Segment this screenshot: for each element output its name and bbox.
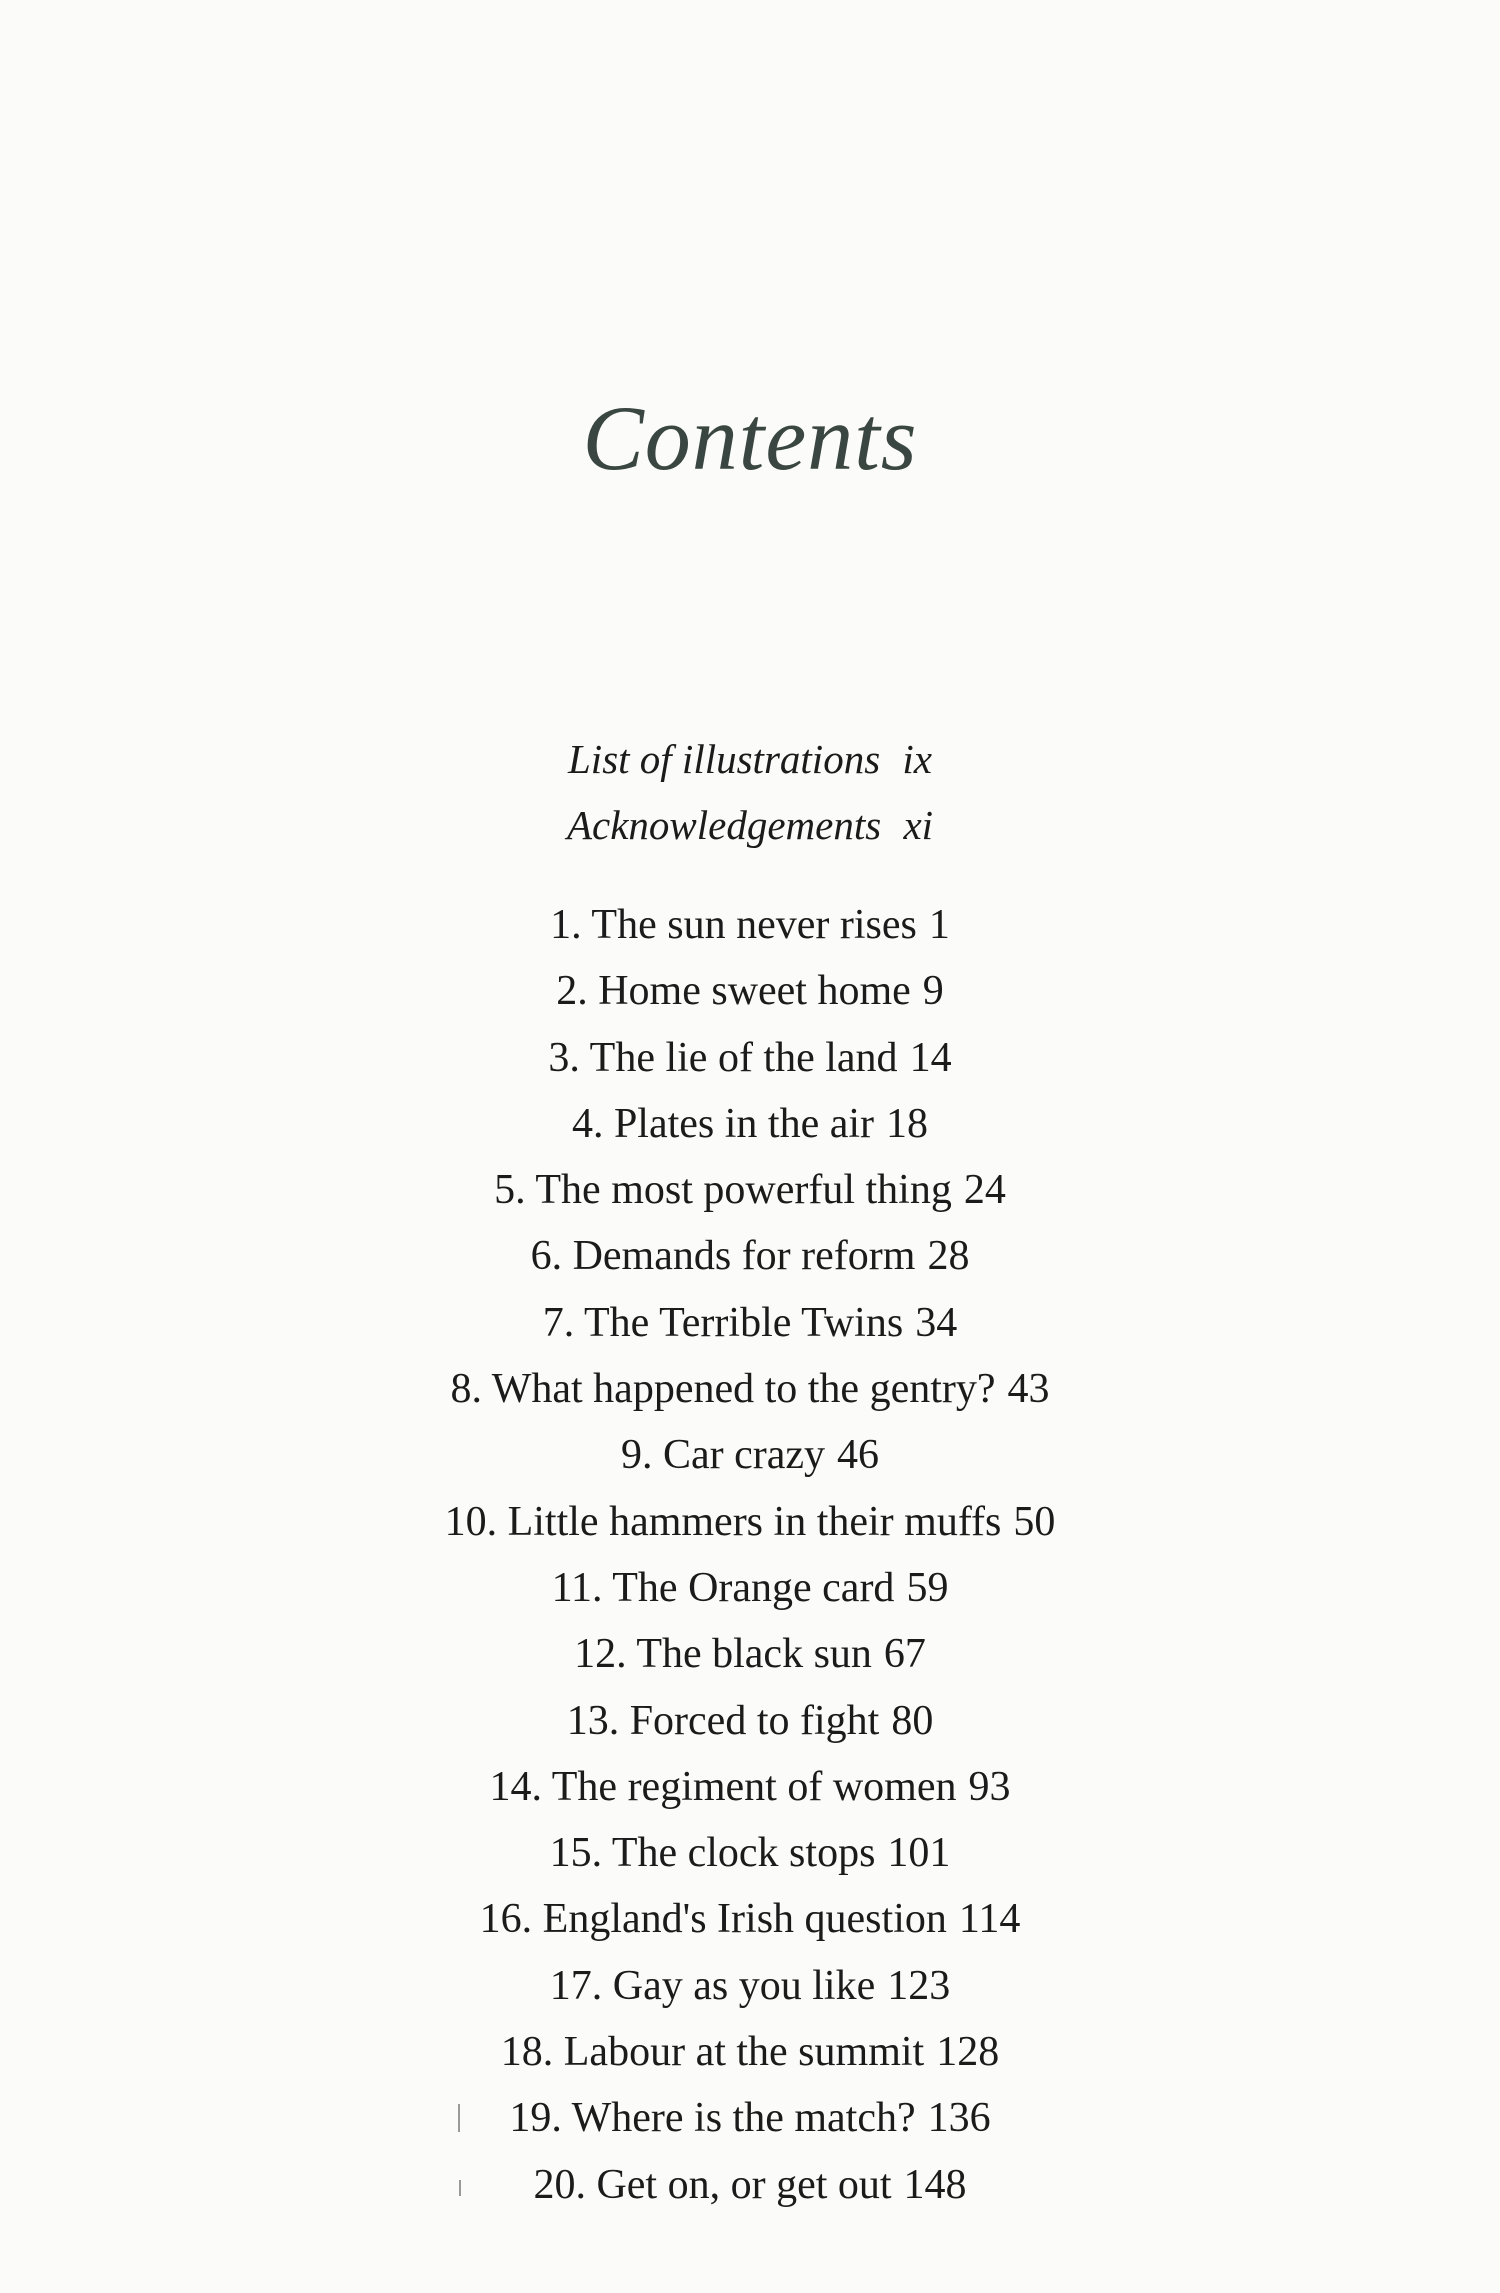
chapter-entry: [0, 1091, 1500, 1157]
chapter-title: Where is the match?: [571, 2095, 916, 2142]
chapter-entry: [0, 1290, 1500, 1356]
chapter-entry: [0, 1953, 1500, 2019]
chapter-page: 24: [963, 1167, 1006, 1214]
chapter-title: Forced to fight: [629, 1697, 880, 1744]
chapter-number: 1.: [550, 902, 582, 948]
prelim-entry: [0, 726, 1500, 792]
chapter-page: 136: [927, 2095, 991, 2142]
chapter-page: 14: [909, 1034, 952, 1081]
chapter-title: What happened to the gentry?: [491, 1366, 996, 1413]
chapter-entry: [0, 1754, 1500, 1820]
prelim-page: ix: [902, 736, 932, 782]
scan-mark: [458, 2104, 460, 2132]
chapter-page: 148: [903, 2161, 967, 2208]
chapter-title: The regiment of women: [551, 1763, 957, 1810]
prelim-title: List of illustrations: [568, 736, 881, 782]
prelims-list: [0, 726, 1500, 858]
chapter-title: Demands for reform: [572, 1233, 916, 1280]
chapter-number: 18.: [500, 2029, 554, 2076]
chapter-page: 128: [936, 2029, 1000, 2076]
chapter-page: 28: [927, 1233, 970, 1280]
chapter-entry: [0, 1886, 1500, 1952]
chapter-title: Gay as you like: [612, 1962, 876, 2009]
chapter-entry: [0, 1157, 1500, 1223]
chapter-number: 6.: [530, 1233, 563, 1280]
chapter-number: 15.: [549, 1830, 603, 1877]
prelim-title: Acknowledgements: [566, 802, 882, 848]
chapter-page: 34: [915, 1299, 958, 1346]
chapter-page: 43: [1007, 1366, 1050, 1413]
chapter-list: [0, 892, 1500, 2218]
chapter-number: 9.: [620, 1432, 653, 1479]
chapter-entry: [0, 1820, 1500, 1886]
chapter-number: 2.: [556, 968, 588, 1015]
chapter-entry: [0, 1621, 1500, 1687]
chapter-number: 17.: [549, 1962, 603, 2009]
chapter-title: Plates in the air: [613, 1100, 875, 1147]
chapter-entry: [0, 1025, 1500, 1091]
chapter-page: 18: [886, 1100, 929, 1147]
chapter-number: 14.: [489, 1763, 543, 1810]
chapter-number: 11.: [551, 1564, 603, 1611]
chapter-title: The most powerful thing: [535, 1167, 952, 1214]
chapter-entry: [0, 1223, 1500, 1289]
chapter-number: 10.: [444, 1498, 498, 1545]
chapter-number: 5.: [494, 1167, 526, 1214]
chapter-title: The sun never rises: [591, 902, 917, 948]
chapter-title: Home sweet home: [598, 968, 911, 1015]
chapter-entry: [0, 1688, 1500, 1754]
chapter-title: Car crazy: [662, 1432, 826, 1479]
chapter-entry: [0, 892, 1500, 958]
chapter-page: 67: [883, 1631, 926, 1678]
chapter-number: 7.: [542, 1299, 575, 1346]
chapter-page: 59: [906, 1564, 949, 1611]
chapter-page: 50: [1013, 1498, 1056, 1545]
chapter-entry: [0, 2152, 1500, 2218]
chapter-entry: [0, 1489, 1500, 1555]
chapter-number: 4.: [571, 1100, 604, 1147]
chapter-title: Labour at the summit: [563, 2029, 925, 2076]
prelim-entry: [0, 792, 1500, 858]
chapter-title: The clock stops: [611, 1830, 876, 1877]
chapter-entry: [0, 1356, 1500, 1422]
chapter-title: Little hammers in their muffs: [507, 1498, 1002, 1545]
chapter-entry: [0, 1422, 1500, 1488]
chapter-entry: [0, 2085, 1500, 2151]
chapter-page: 46: [837, 1432, 880, 1479]
chapter-entry: [0, 2019, 1500, 2085]
chapter-number: 16.: [479, 1896, 533, 1943]
chapter-number: 20.: [533, 2161, 586, 2208]
chapter-number: 13.: [566, 1697, 620, 1744]
scan-mark: [459, 2180, 461, 2196]
chapter-page: 123: [887, 1962, 951, 2009]
chapter-page: 80: [891, 1697, 934, 1744]
chapter-title: Get on, or get out: [596, 2161, 892, 2208]
chapter-number: 3.: [548, 1034, 580, 1081]
chapter-page: 1: [928, 902, 950, 948]
chapter-title: The black sun: [636, 1631, 872, 1678]
chapter-number: 12.: [574, 1631, 627, 1678]
chapter-title: The Terrible Twins: [584, 1299, 904, 1346]
chapter-entry: [0, 1555, 1500, 1621]
prelim-page: xi: [903, 802, 934, 848]
chapter-page: 114: [958, 1896, 1021, 1943]
chapter-number: 8.: [450, 1366, 482, 1413]
chapter-title: The lie of the land: [589, 1034, 898, 1081]
chapter-entry: [0, 958, 1500, 1024]
chapter-page: 101: [887, 1830, 951, 1877]
chapter-page: 93: [968, 1763, 1011, 1810]
page-title: Contents: [582, 387, 918, 489]
chapter-number: 19.: [509, 2095, 562, 2142]
chapter-page: 9: [922, 968, 944, 1015]
chapter-title: The Orange card: [612, 1564, 895, 1611]
chapter-title: England's Irish question: [542, 1896, 947, 1943]
